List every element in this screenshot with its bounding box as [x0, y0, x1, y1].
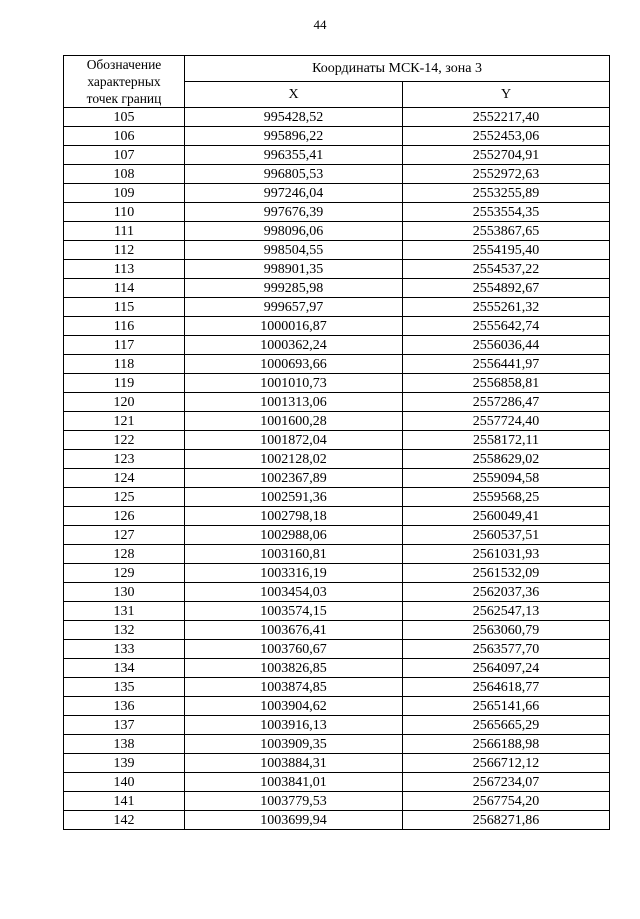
- point-id-cell: 120: [64, 393, 185, 412]
- table-row: [64, 127, 610, 146]
- y-coordinate-cell: 2563577,70: [403, 640, 610, 659]
- x-coordinate-cell: 1003760,67: [185, 640, 403, 659]
- y-coordinate-cell: 2556858,81: [403, 374, 610, 393]
- x-coordinate-cell: 1003160,81: [185, 545, 403, 564]
- point-id-cell: 129: [64, 564, 185, 583]
- point-label-header-line: характерных: [87, 74, 161, 89]
- point-id-cell: 132: [64, 621, 185, 640]
- y-coordinate-cell: 2558629,02: [403, 450, 610, 469]
- point-id-cell: 123: [64, 450, 185, 469]
- table-row: [64, 222, 610, 241]
- point-label-header-line: Обозначение: [86, 57, 162, 72]
- x-coordinate-cell: 1002988,06: [185, 526, 403, 545]
- x-coordinate-cell: 995428,52: [185, 108, 403, 127]
- point-id-cell: 118: [64, 355, 185, 374]
- table-row: [64, 507, 610, 526]
- point-id-cell: 121: [64, 412, 185, 431]
- table-row: [64, 545, 610, 564]
- table-row: [64, 697, 610, 716]
- y-coordinate-cell: 2567754,20: [403, 792, 610, 811]
- point-id-cell: 138: [64, 735, 185, 754]
- x-coordinate-cell: 1003909,35: [185, 735, 403, 754]
- y-coordinate-cell: 2561532,09: [403, 564, 610, 583]
- point-id-cell: 112: [64, 241, 185, 260]
- x-coordinate-cell: 1003779,53: [185, 792, 403, 811]
- point-id-cell: 130: [64, 583, 185, 602]
- y-coordinate-cell: 2566188,98: [403, 735, 610, 754]
- point-id-cell: 139: [64, 754, 185, 773]
- y-coordinate-cell: 2567234,07: [403, 773, 610, 792]
- x-coordinate-cell: 1003454,03: [185, 583, 403, 602]
- x-coordinate-cell: 1003316,19: [185, 564, 403, 583]
- point-id-cell: 109: [64, 184, 185, 203]
- point-id-cell: 111: [64, 222, 185, 241]
- point-id-cell: 141: [64, 792, 185, 811]
- table-row: [64, 374, 610, 393]
- point-label-header-line: точек границ: [86, 91, 162, 106]
- table-row: [64, 184, 610, 203]
- point-id-cell: 135: [64, 678, 185, 697]
- y-coordinate-cell: 2564097,24: [403, 659, 610, 678]
- point-id-cell: 107: [64, 146, 185, 165]
- table-row: [64, 108, 610, 127]
- x-coordinate-cell: 995896,22: [185, 127, 403, 146]
- y-coordinate-cell: 2562547,13: [403, 602, 610, 621]
- point-id-cell: 133: [64, 640, 185, 659]
- y-column-header: Y: [403, 82, 610, 108]
- y-coordinate-cell: 2554195,40: [403, 241, 610, 260]
- table-row: [64, 640, 610, 659]
- y-coordinate-cell: 2560049,41: [403, 507, 610, 526]
- point-id-cell: 114: [64, 279, 185, 298]
- y-coordinate-cell: 2552453,06: [403, 127, 610, 146]
- point-id-cell: 106: [64, 127, 185, 146]
- table-row: [64, 792, 610, 811]
- table-row: [64, 260, 610, 279]
- y-coordinate-cell: 2554892,67: [403, 279, 610, 298]
- point-id-cell: 126: [64, 507, 185, 526]
- x-column-header: X: [185, 82, 403, 108]
- point-id-cell: 119: [64, 374, 185, 393]
- y-coordinate-cell: 2553255,89: [403, 184, 610, 203]
- x-coordinate-cell: 997676,39: [185, 203, 403, 222]
- y-coordinate-cell: 2563060,79: [403, 621, 610, 640]
- point-label-header: [64, 56, 185, 108]
- y-coordinate-cell: 2557724,40: [403, 412, 610, 431]
- y-coordinate-cell: 2552704,91: [403, 146, 610, 165]
- table-row: [64, 450, 610, 469]
- point-id-cell: 134: [64, 659, 185, 678]
- point-id-cell: 116: [64, 317, 185, 336]
- y-coordinate-cell: 2559094,58: [403, 469, 610, 488]
- y-coordinate-cell: 2568271,86: [403, 811, 610, 830]
- y-coordinate-cell: 2552217,40: [403, 108, 610, 127]
- x-coordinate-cell: 1003826,85: [185, 659, 403, 678]
- point-id-cell: 137: [64, 716, 185, 735]
- coordinates-group-header: Координаты МСК-14, зона 3: [185, 56, 610, 82]
- y-coordinate-cell: 2564618,77: [403, 678, 610, 697]
- x-coordinate-cell: 1003904,62: [185, 697, 403, 716]
- x-coordinate-cell: 1001872,04: [185, 431, 403, 450]
- coordinates-table: [63, 55, 610, 830]
- x-coordinate-cell: 1000693,66: [185, 355, 403, 374]
- table-body: [64, 108, 610, 830]
- y-coordinate-cell: 2555261,32: [403, 298, 610, 317]
- point-id-cell: 115: [64, 298, 185, 317]
- table-row: [64, 317, 610, 336]
- y-coordinate-cell: 2561031,93: [403, 545, 610, 564]
- table-row: [64, 735, 610, 754]
- table-row: [64, 659, 610, 678]
- point-id-cell: 122: [64, 431, 185, 450]
- table-row: [64, 754, 610, 773]
- x-coordinate-cell: 998504,55: [185, 241, 403, 260]
- x-coordinate-cell: 999657,97: [185, 298, 403, 317]
- x-coordinate-cell: 1003699,94: [185, 811, 403, 830]
- x-coordinate-cell: 998901,35: [185, 260, 403, 279]
- table-row: [64, 773, 610, 792]
- page-number: 44: [313, 17, 327, 32]
- x-coordinate-cell: 1002128,02: [185, 450, 403, 469]
- point-id-cell: 110: [64, 203, 185, 222]
- point-id-cell: 105: [64, 108, 185, 127]
- x-coordinate-cell: 1000362,24: [185, 336, 403, 355]
- x-coordinate-cell: 1000016,87: [185, 317, 403, 336]
- table-row: [64, 393, 610, 412]
- point-id-cell: 127: [64, 526, 185, 545]
- y-coordinate-cell: 2558172,11: [403, 431, 610, 450]
- table-row: [64, 298, 610, 317]
- y-coordinate-cell: 2555642,74: [403, 317, 610, 336]
- x-coordinate-cell: 1003916,13: [185, 716, 403, 735]
- y-coordinate-cell: 2553554,35: [403, 203, 610, 222]
- x-coordinate-cell: 1003874,85: [185, 678, 403, 697]
- x-coordinate-cell: 1003884,31: [185, 754, 403, 773]
- y-coordinate-cell: 2552972,63: [403, 165, 610, 184]
- x-coordinate-cell: 1001313,06: [185, 393, 403, 412]
- y-coordinate-cell: 2565665,29: [403, 716, 610, 735]
- x-coordinate-cell: 996805,53: [185, 165, 403, 184]
- x-coordinate-cell: 1001600,28: [185, 412, 403, 431]
- x-coordinate-cell: 1003676,41: [185, 621, 403, 640]
- y-coordinate-cell: 2566712,12: [403, 754, 610, 773]
- y-coordinate-cell: 2562037,36: [403, 583, 610, 602]
- table-row: [64, 583, 610, 602]
- point-id-cell: 140: [64, 773, 185, 792]
- table-row: [64, 488, 610, 507]
- x-coordinate-cell: 996355,41: [185, 146, 403, 165]
- y-coordinate-cell: 2560537,51: [403, 526, 610, 545]
- table-row: [64, 336, 610, 355]
- y-coordinate-cell: 2553867,65: [403, 222, 610, 241]
- x-coordinate-cell: 999285,98: [185, 279, 403, 298]
- x-coordinate-cell: 1002798,18: [185, 507, 403, 526]
- table-row: [64, 716, 610, 735]
- y-coordinate-cell: 2559568,25: [403, 488, 610, 507]
- table-row: [64, 431, 610, 450]
- table-row: [64, 203, 610, 222]
- x-coordinate-cell: 997246,04: [185, 184, 403, 203]
- point-id-cell: 136: [64, 697, 185, 716]
- table-row: [64, 564, 610, 583]
- y-coordinate-cell: 2565141,66: [403, 697, 610, 716]
- table-header: [64, 56, 610, 108]
- table-row: [64, 526, 610, 545]
- y-coordinate-cell: 2557286,47: [403, 393, 610, 412]
- table-row: [64, 469, 610, 488]
- table-row: [64, 811, 610, 830]
- y-coordinate-cell: 2556441,97: [403, 355, 610, 374]
- table-row: [64, 412, 610, 431]
- point-id-cell: 124: [64, 469, 185, 488]
- table-row: [64, 602, 610, 621]
- table-row: [64, 279, 610, 298]
- y-coordinate-cell: 2554537,22: [403, 260, 610, 279]
- table-row: [64, 678, 610, 697]
- table-row: [64, 165, 610, 184]
- point-id-cell: 131: [64, 602, 185, 621]
- point-id-cell: 142: [64, 811, 185, 830]
- table-row: [64, 146, 610, 165]
- x-coordinate-cell: 1002367,89: [185, 469, 403, 488]
- x-coordinate-cell: 998096,06: [185, 222, 403, 241]
- table-row: [64, 355, 610, 374]
- point-id-cell: 125: [64, 488, 185, 507]
- x-coordinate-cell: 1001010,73: [185, 374, 403, 393]
- table-row: [64, 621, 610, 640]
- x-coordinate-cell: 1003574,15: [185, 602, 403, 621]
- y-coordinate-cell: 2556036,44: [403, 336, 610, 355]
- x-coordinate-cell: 1002591,36: [185, 488, 403, 507]
- point-id-cell: 128: [64, 545, 185, 564]
- point-id-cell: 113: [64, 260, 185, 279]
- point-id-cell: 108: [64, 165, 185, 184]
- table-row: [64, 241, 610, 260]
- x-coordinate-cell: 1003841,01: [185, 773, 403, 792]
- point-id-cell: 117: [64, 336, 185, 355]
